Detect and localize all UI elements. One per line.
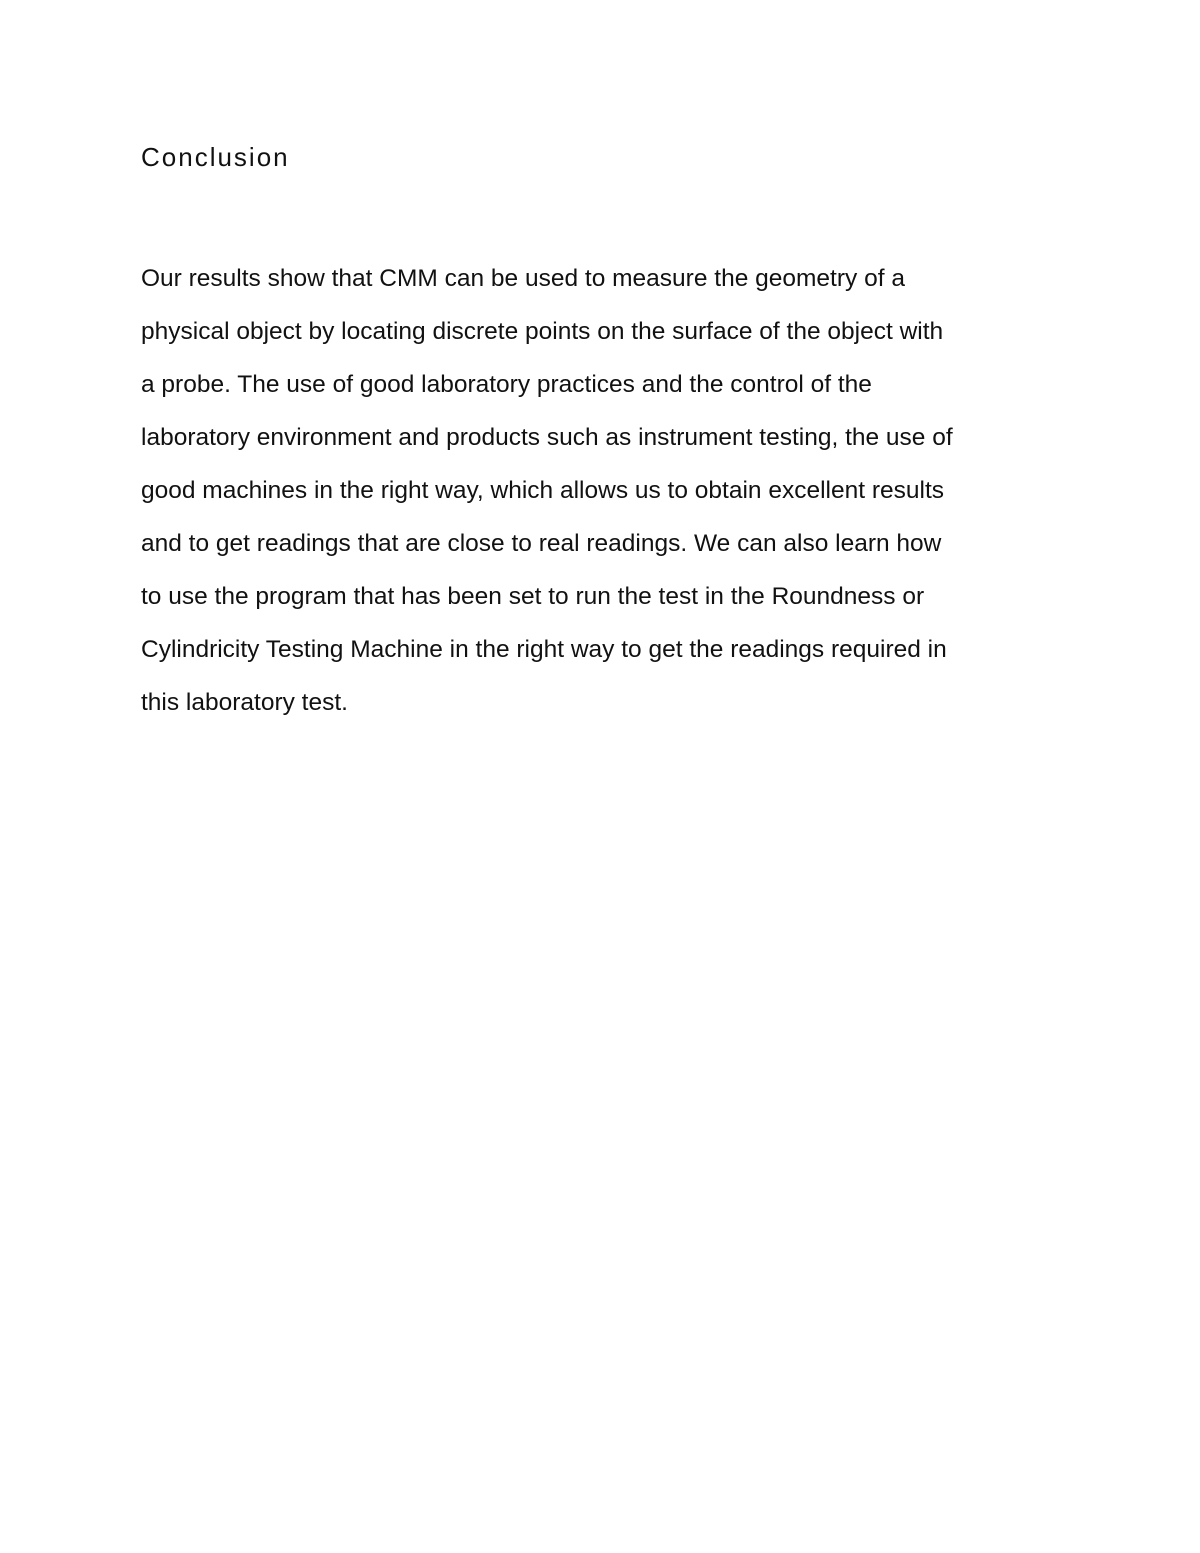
paragraph-line: this laboratory test. bbox=[141, 689, 348, 716]
paragraph-line: Cylindricity Testing Machine in the right way to get the readings required in bbox=[141, 636, 947, 663]
paragraph-line: and to get readings that are close to real readings. We can also learn how bbox=[141, 530, 942, 557]
paragraph-line: Our results show that CMM can be used to measure the geometry of a bbox=[141, 265, 905, 292]
paragraph-line: good machines in the right way, which allows us to obtain excellent results bbox=[141, 477, 945, 504]
paragraph-line: to use the program that has been set to run the test in the Roundness or bbox=[141, 583, 925, 610]
section-heading: Conclusion bbox=[141, 142, 290, 172]
paragraph-line: a probe. The use of good laboratory practices and the control of the bbox=[141, 371, 872, 398]
paragraph-line: laboratory environment and products such as instrument testing, the use of bbox=[141, 424, 953, 451]
paragraph-line: physical object by locating discrete points on the surface of the object with bbox=[141, 318, 944, 345]
conclusion-paragraph bbox=[141, 262, 1101, 739]
